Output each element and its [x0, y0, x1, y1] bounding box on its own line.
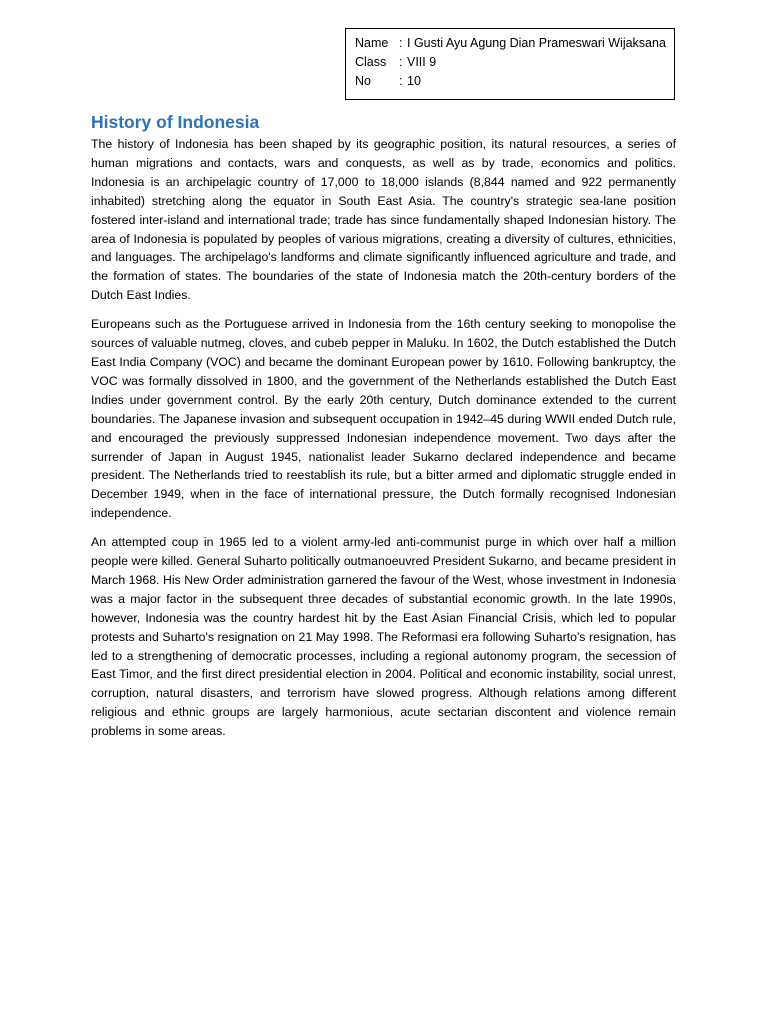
- paragraph-1: The history of Indonesia has been shaped by its geographic position, its natural resources, a series of human migrations and contacts, wars and conquests, as well as by trade, economics and politics. Indonesia is an archipelagic country of 17,000 to 18,000 islands (8,844 named and 922 permanently inhabited) stretching along the equator in South East Asia. The country's strategic sea-lane position fostered inter-island and international trade; trade has since fundamentally shaped Indonesian history. The area of Indonesia is populated by peoples of various migrations, creating a diversity of cultures, ethnicities, and languages. The archipelago's landforms and climate significantly influenced agriculture and trade, and the formation of states. The boundaries of the state of Indonesia match the 20th-century borders of the Dutch East Indies.: [91, 137, 676, 303]
- class-label: Class: [355, 55, 387, 69]
- name-value: I Gusti Ayu Agung Dian Prameswari Wijaksana: [407, 36, 666, 50]
- info-row-class: [355, 53, 674, 72]
- paragraph-3: An attempted coup in 1965 led to a violent army-led anti-communist purge in which over half a million people were killed. General Suharto politically outmanoeuvred President Sukarno, and became president in March 1968. His New Order administration garnered the favour of the West, whose investment in Indonesia was a major factor in the subsequent three decades of substantial economic growth. In the late 1990s, however, Indonesia was the country hardest hit by the East Asian Financial Crisis, which led to popular protests and Suharto's resignation on 21 May 1998. The Reformasi era following Suharto's resignation, has led to a strengthening of democratic processes, including a regional autonomy program, the secession of East Timor, and the first direct presidential election in 2004. Political and economic instability, social unrest, corruption, natural disasters, and terrorism have slowed progress. Although relations among different religious and ethnic groups are largely harmonious, acute sectarian discontent and violence remain problems in some areas.: [91, 535, 676, 739]
- no-value: 10: [407, 74, 421, 88]
- document-body: [91, 135, 676, 751]
- no-label: No: [355, 74, 371, 88]
- name-separator: :: [399, 36, 403, 50]
- info-row-name: [355, 34, 674, 53]
- document-title: History of Indonesia: [91, 112, 260, 132]
- class-separator: :: [399, 55, 403, 69]
- class-value: VIII 9: [407, 55, 437, 69]
- info-row-no: [355, 72, 674, 91]
- no-separator: :: [399, 74, 403, 88]
- name-label: Name: [355, 36, 389, 50]
- paragraph-2: Europeans such as the Portuguese arrived in Indonesia from the 16th century seeking to monopolise the sources of valuable nutmeg, cloves, and cubeb pepper in Maluku. In 1602, the Dutch established the Dutch East India Company (VOC) and became the dominant European power by 1610. Following bankruptcy, the VOC was formally dissolved in 1800, and the government of the Netherlands established the Dutch East Indies under government control. By the early 20th century, Dutch dominance extended to the current boundaries. The Japanese invasion and subsequent occupation in 1942–45 during WWII ended Dutch rule, and encouraged the previously suppressed Indonesian independence movement. Two days after the surrender of Japan in August 1945, nationalist leader Sukarno declared independence and became president. The Netherlands tried to reestablish its rule, but a bitter armed and diplomatic struggle ended in December 1949, when in the face of international pressure, the Dutch formally recognised Indonesian independence.: [91, 317, 676, 521]
- student-info-box: [345, 28, 675, 100]
